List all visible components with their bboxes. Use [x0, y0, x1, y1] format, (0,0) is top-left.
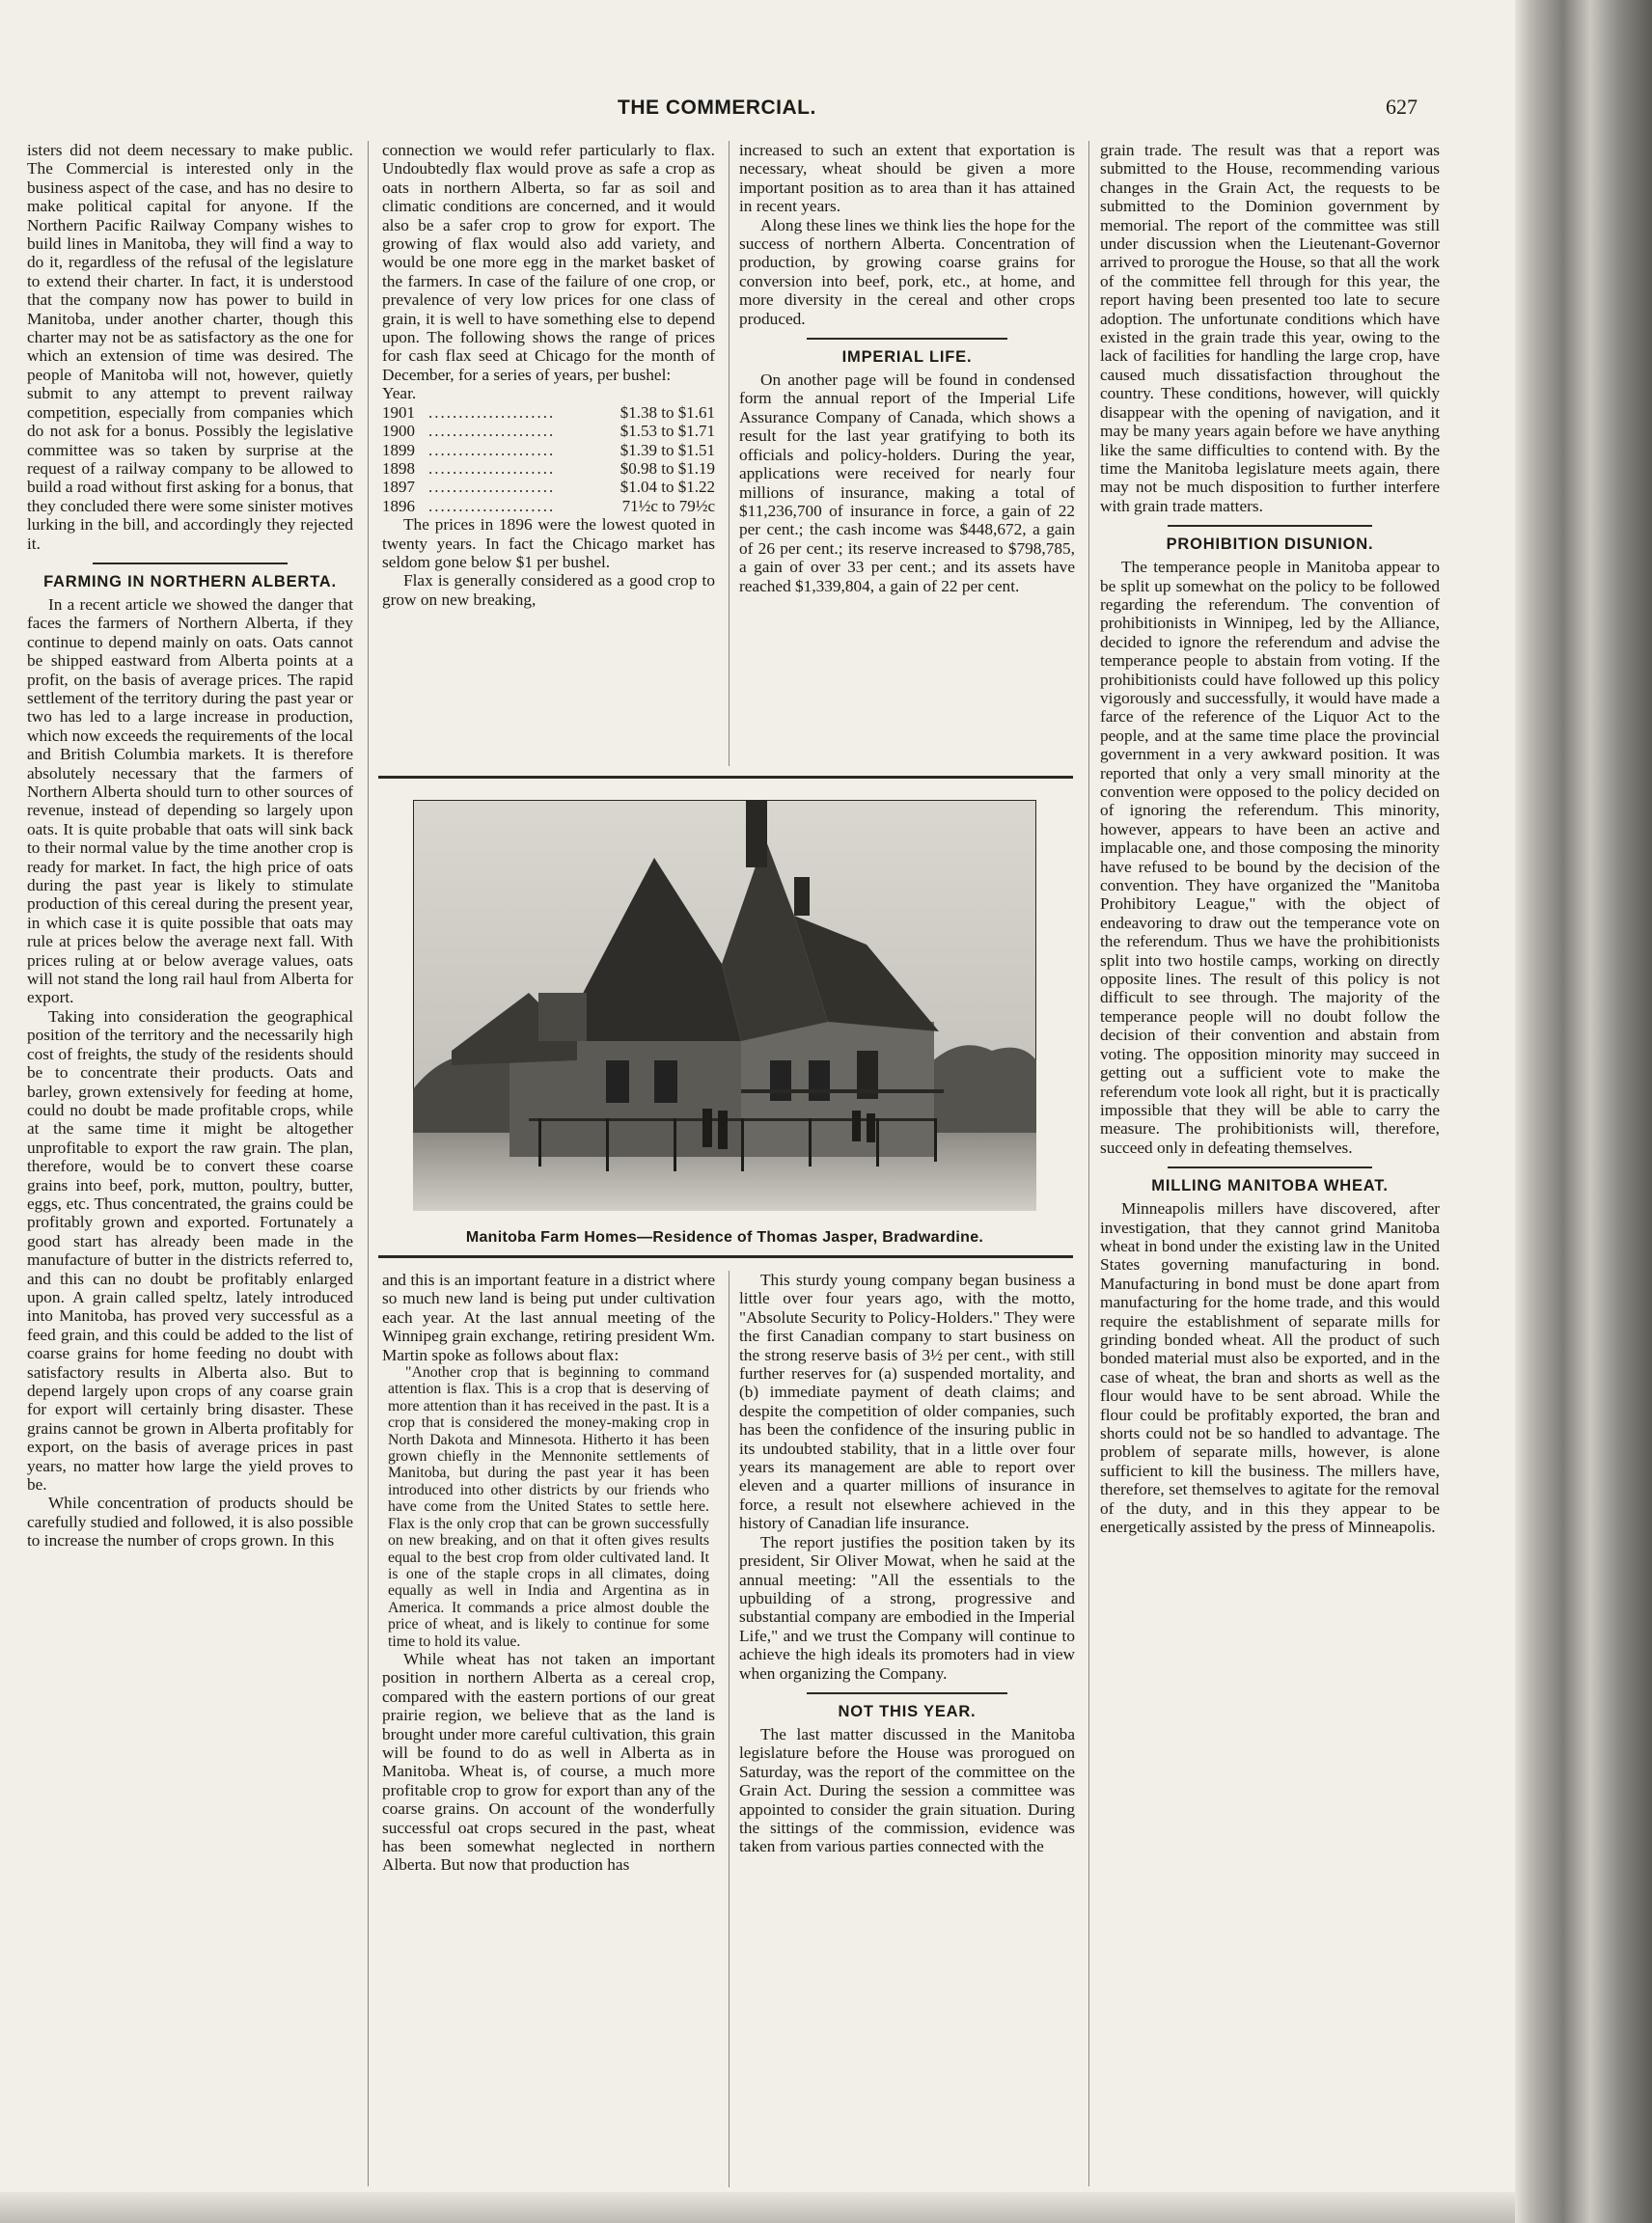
photo-top-rule: [378, 776, 1073, 779]
article-paragraph: The temperance people in Manitoba appear to be split up somewhat on the policy to be followed regarding the referendum. The convention of prohibitionists in Winnipeg, led by the Alliance, decided to ignore the referendum and advise the temperance people to abstain from voting. If the prohibitionists could have followed up this policy vigorously and successfully, it would have made a farce of the reference of the Liquor Act to the people, and at the same time place the provincial government in a very awkward position. It was reported that only a very small minority at the convention were opposed to the policy decided on of ignoring the referendum. This minority, however, appears to have been an active and implacable one, and those composing the minority have refused to be bound by the decision of the convention. They have organized the "Manitoba Prohibitory League," with the object of endeavoring to draw out the temperance vote on the referendum. Thus we have the prohibitionists split into two hostile camps, working on directly opposite lines. The result of this policy is not difficult to see through. The majority of the temperance people will no doubt follow the decision of their convention and abstain from voting. The opposition minority may succeed in getting out a sufficient vote to make the referendum vote look all right, but it is practically impossible that they will be able to carry the measure. The prohibitionists will, therefore, succeed only in defeating themselves.: [1100, 558, 1440, 1157]
article-paragraph: The prices in 1896 were the lowest quoted in twenty years. In fact the Chicago market has seldom gone below $1 per bushel.: [382, 515, 715, 571]
section-divider: [807, 1692, 1008, 1694]
price-range: $1.39 to $1.51: [620, 440, 715, 459]
column-separator: [1088, 141, 1089, 2186]
price-row: [382, 403, 715, 422]
leader-dots: .....................: [428, 458, 556, 478]
price-range: 71½c to 79½c: [621, 496, 715, 515]
price-range: $1.38 to $1.61: [620, 402, 715, 422]
article-paragraph: connection we would refer particularly to flax. Undoubtedly flax would prove as safe a crop as oats in northern Alberta, so far as soil and climatic conditions are concerned, and it would also be a safer crop to grow for export. The growing of flax would also add variety, and would be one more egg in the market basket of the farmers. In case of the failure of one crop, or prevalence of very low prices for one class of grain, it is well to have something else to depend upon. The following shows the range of prices for cash flax seed at Chicago for the month of December, for a series of years, per bushel:: [382, 141, 715, 384]
section-divider: [1168, 1166, 1371, 1168]
book-spine-edge: [1515, 0, 1652, 2223]
article-paragraph: Along these lines we think lies the hope for the success of northern Alberta. Concentration of production, by growing coarse grains for conversion into beef, pork, etc., at home, and more diversity in the cereal and other crops produced.: [739, 215, 1075, 328]
article-paragraph: While concentration of products should be carefully studied and followed, it is also possible to increase the number of crops grown. In this: [27, 1494, 353, 1551]
column-2-upper: [382, 141, 715, 768]
article-paragraph: The report justifies the position taken by its president, Sir Oliver Mowat, when he said at the annual meeting: "All the essentials to the upbuilding of a strong, progressive and substantial company are embodied in the Imperial Life," and we trust the Company will continue to achieve the high ideals its promoters had in view when organizing the Company.: [739, 1532, 1075, 1683]
price-row: [382, 441, 715, 459]
price-row: [382, 497, 715, 515]
photo-bottom-rule: [378, 1255, 1073, 1258]
price-row: [382, 422, 715, 440]
farm-home-photo: [413, 800, 1036, 1211]
quoted-speech: "Another crop that is beginning to command attention is flax. This is a crop that is deserving of more attention than it has received in the past. It is a crop that is considered the money-making crop in North Dakota and Minnesota. Hitherto it has been grown chiefly in the Mennonite settlements of Manitoba, but during the past year it has been introduced into other districts by our friends who have come from the United States to settle here. Flax is the only crop that can be grown successfully on new breaking, and on that it often gives results equal to the best crop from older cultivated land. It is one of the staple crops in all climates, doing equally as well in India and Argentina as in America. It commands a price almost double the price of wheat, and is likely to continue for some time to hold its value.: [388, 1364, 709, 1650]
photo-caption: Manitoba Farm Homes—Residence of Thomas Jasper, Bradwardine.: [465, 1229, 984, 1246]
price-range: $0.98 to $1.19: [620, 458, 715, 478]
price-year: 1897: [382, 478, 415, 497]
article-paragraph: In a recent article we showed the danger that faces the farmers of Northern Alberta, if they continue to depend mainly on oats. Oats cannot be shipped eastward from Alberta points at a profit, on the basis of average prices. The rapid settlement of the territory during the past year or two has led to a large increase in production, which now exceeds the requirements of the local and British Columbia markets. It is therefore absolutely necessary that the farmers of Northern Alberta should turn to other sources of revenue, instead of depending so largely upon oats. It is quite probable that oats will sink back to their normal value by the time another crop is ready for market. In fact, the high price of oats during the past year is likely to stimulate production of this cereal during the present year, in which case it is quite possible that oats may rule at prices below the average next fall. With prices ruling at or below average values, oats will not stand the long rail haul from Alberta for export.: [27, 594, 353, 1007]
column-separator: [368, 141, 369, 2186]
article-paragraph: Minneapolis millers have discovered, after investigation, that they cannot grind Manitoba wheat in bond under the existing law in the United States governing manufacturing in bond. Manufacturing in bond must be done apart from manufacturing for the home trade, and this would require the establishment of separate mills for grinding bonded wheat. All the product of such bonded material must also be exported, and in the case of wheat, the bran and shorts as well as the flour would have to be sent abroad. While the flour could be profitably exported, the bran and shorts could not be so handled to advantage. The problem of separate mills, however, is alone sufficient to kill the business. The millers have, therefore, set themselves to agitate for the removal of the duty, and in this they appear to be energetically assisted by the press of Minneapolis.: [1100, 1199, 1440, 1537]
page-number: 627: [1386, 95, 1418, 119]
article-heading: FARMING IN NORTHERN ALBERTA.: [43, 572, 337, 590]
column-2-lower: [382, 1271, 715, 2197]
article-paragraph: isters did not deem necessary to make public. The Commercial is interested only in the business aspect of the case, and has no desire to make political capital for anyone. If the Northern Pacific Railway Company wishes to build lines in Manitoba, they will find a way to do it, regardless of the refusal of the legislature to extend their charter. In fact, it is understood that the company now has power to build in Manitoba, under another charter, though this charter may not be as satisfactory as the one for which an extension of time was desired. The people of Manitoba will not, however, quietly submit to any attempt to prevent railway competition, especially from companies which do not ask for a bonus. Possibly the legislative committee was so taken by surprise at the request of a railway company to be allowed to build a road without first asking for a bonus, that they concluded there were some sinister motives lurking in the bill, and accordingly they rejected it.: [27, 141, 353, 553]
leader-dots: .....................: [428, 440, 556, 459]
column-separator: [729, 1271, 730, 2187]
article-paragraph: This sturdy young company began business a little over four years ago, with the motto, "Absolute Security to Policy-Holders." They were the first Canadian company to start business on the strong reserve basis of 3½ per cent., with still further reserves for (a) suspended mortality, and (b) immediate payment of death claims; and despite the competition of older companies, such has been the confidence of the insuring public in its undoubted stability, that in a little over four years its management are able to report over eleven and a quarter millions of insurance in force, a result not elsewhere achieved in the history of Canadian life insurance.: [739, 1271, 1075, 1533]
leader-dots: .....................: [428, 496, 556, 515]
section-divider: [807, 338, 1008, 340]
column-3-upper: [739, 141, 1075, 768]
article-paragraph: The last matter discussed in the Manitoba legislature before the House was prorogued on Saturday, was the report of the committee on the Grain Act. During the session a committee was appointed to consider the grain situation. During the sittings of the commission, evidence was taken from various parties connected with the: [739, 1724, 1075, 1856]
price-year: 1896: [382, 496, 415, 515]
column-3-lower: [739, 1271, 1075, 2197]
article-paragraph: While wheat has not taken an important position in northern Alberta as a cereal crop, compared with the eastern portions of our great prairie region, we believe that as the land is brought under more careful cultivation, this grain will be found to do as well in Alberta as in Manitoba. Wheat is, of course, a much more profitable crop to grow for export than any of the coarse grains. On account of the wonderfully successful oat crops secured in the past, wheat has been somewhat neglected in northern Alberta. But now that production has: [382, 1649, 715, 1875]
price-row: [382, 459, 715, 478]
section-divider: [93, 563, 289, 564]
article-heading: NOT THIS YEAR.: [838, 1702, 977, 1720]
column-4: [1100, 141, 1440, 2191]
price-table-header: Year.: [382, 384, 417, 403]
running-head: THE COMMERCIAL.: [618, 96, 816, 119]
column-separator: [729, 141, 730, 766]
price-range: $1.53 to $1.71: [620, 422, 715, 441]
column-1: [27, 141, 353, 2191]
price-year: 1900: [382, 422, 415, 441]
article-paragraph: Taking into consideration the geographical position of the territory and the necessarily high cost of freights, the study of the residents should be to concentrate their products. Oats and barley, grown extensively for feeding at home, could no doubt be made profitable crops, while at the same time it might be altogether unprofitable to export the raw grain. The plan, therefore, would be to convert these coarse grains into beef, pork, mutton, poultry, butter, eggs, etc. Thus concentrated, the grains could be profitably grown and exported. Fortunately a good start has already been made in the manufacture of butter in the districts referred to, and this can no doubt be profitably enlarged upon. A grain called speltz, lately introduced into Manitoba, has proved very successful as a feed grain, and this could be added to the list of coarse grains for home feeding no doubt with satisfactory results in Alberta also. But to depend largely upon crops of any coarse grain for export will certainly bring disaster. These grains cannot be grown in Alberta profitably for export, on the basis of average prices in past years, no matter how large the yield proves to be.: [27, 1006, 353, 1495]
article-paragraph: Flax is generally considered as a good crop to grow on new breaking,: [382, 571, 715, 609]
article-heading: IMPERIAL LIFE.: [841, 348, 973, 367]
price-row: [382, 478, 715, 496]
article-paragraph: grain trade. The result was that a report was submitted to the House, recommending various changes in the Grain Act, the requests to be submitted to the Dominion government by memorial. The report of the committee was still under discussion when the Lieutenant-Governor arrived to prorogue the House, so that all the work of the committee fell through for this year, the report having been presented too late to secure adoption. The unfortunate conditions which have existed in the grain trade this year, owing to the lack of facilities for handling the large crop, have caused much dissatisfaction throughout the country. These conditions, however, will quickly disappear with the opening of navigation, and it may be many years again before we have anything like the same difficulties to contend with. By the time the Manitoba legislature meets again, there may not be much disposition to further interfere with grain trade matters.: [1100, 141, 1440, 515]
house-photograph: [413, 800, 1036, 1211]
price-range: $1.04 to $1.22: [620, 478, 715, 497]
article-paragraph: increased to such an extent that exportation is necessary, wheat should be given a more important position as to area than it has attained in recent years.: [739, 141, 1075, 216]
article-heading: PROHIBITION DISUNION.: [1166, 535, 1374, 554]
leader-dots: .....................: [428, 478, 556, 497]
article-paragraph: and this is an important feature in a district where so much new land is being put under cultivation each year. At the last annual meeting of the Winnipeg grain exchange, retiring president Wm. Martin spoke as follows about flax:: [382, 1271, 715, 1364]
price-year: 1899: [382, 440, 415, 459]
section-divider: [1168, 525, 1371, 527]
leader-dots: .....................: [428, 402, 556, 422]
article-heading: MILLING MANITOBA WHEAT.: [1151, 1177, 1389, 1195]
leader-dots: .....................: [428, 422, 556, 441]
article-paragraph: On another page will be found in condensed form the annual report of the Imperial Life Assurance Company of Canada, which shows a result for the last year gratifying to both its officials and policy-holders. During the year, applications were received for nearly four millions of insurance, making a total of $11,236,700 of insurance in force, a gain of 22 per cent.; the cash income was $448,672, a gain of 26 per cent.; its reserve increased to $798,785, a gain of over 33 per cent.; and its assets have reached $1,339,804, a gain of 22 per cent.: [739, 370, 1075, 595]
price-year: 1901: [382, 402, 415, 422]
price-year: 1898: [382, 458, 415, 478]
flax-price-table: [382, 403, 715, 515]
